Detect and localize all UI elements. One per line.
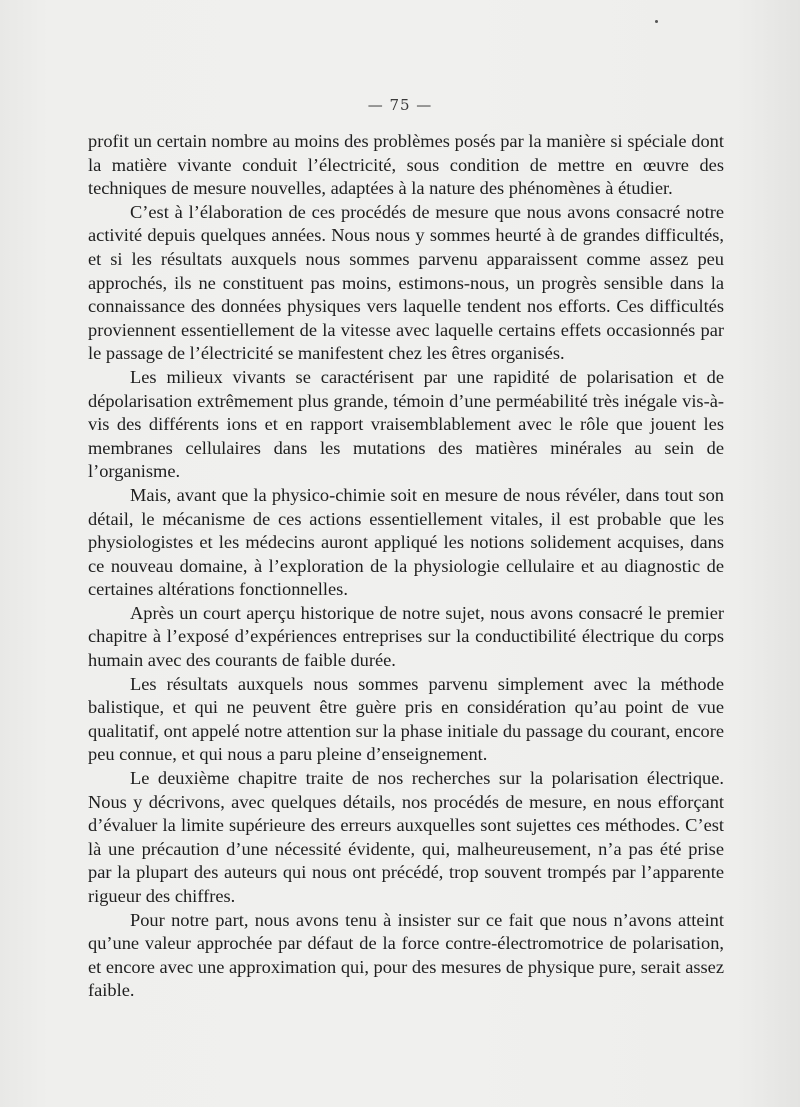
- paragraph: Le deuxième chapitre traite de nos recherches sur la polarisation électrique. Nous y décrivons, avec quelques détails, nos procédés de mesure, en nous efforçant d’évaluer la limite supérieure des erreurs auxquelles sont sujettes ces méthodes. C’est là une précaution d’une nécessité évidente, qui, malheureusement, n’a pas été prise par la plupart des auteurs qui nous ont précédé, trop souvent trompés par l’apparente rigueur des chiffres.: [88, 768, 724, 906]
- paragraph: Pour notre part, nous avons tenu à insister sur ce fait que nous n’avons atteint qu’une valeur approchée par défaut de la force contre-électromotrice de polarisation, et encore avec une approximation qui, pour des mesures de physique pure, serait assez faible.: [88, 909, 724, 1001]
- paragraph: Après un court aperçu historique de notre sujet, nous avons consacré le premier chapitre à l’exposé d’expériences entreprises sur la conductibilité électrique du corps humain avec des courants de faible durée.: [88, 602, 724, 671]
- page-number: — 75 —: [367, 96, 433, 114]
- paragraph: Mais, avant que la physico-chimie soit en mesure de nous révéler, dans tout son détail, le mécanisme de ces actions essentiellement vitales, il est probable que les physiologistes et les médecins auront appliqué les notions solidement acquises, dans ce nouveau domaine, à l’exploration de la physiologie cellulaire et au diagnostic de certaines altérations fonctionnelles.: [88, 484, 724, 600]
- paragraph: profit un certain nombre au moins des problèmes posés par la manière si spéciale dont la matière vivante conduit l’électricité, sous condition de mettre en œuvre des techniques de mesure nouvelles, adaptées à la nature des phénomènes à étudier.: [88, 131, 724, 199]
- paragraph: Les milieux vivants se caractérisent par une rapidité de polarisation et de dépolarisation extrêmement plus grande, témoin d’une perméabilité très inégale vis-à-vis des différents ions et en rapport vraisemblablement avec le rôle que jouent les membranes cellulaires dans les mutations des matières minérales au sein de l’organisme.: [88, 366, 724, 482]
- ink-speck: [655, 20, 658, 23]
- paragraph: Les résultats auxquels nous sommes parvenu simplement avec la méthode balistique, et qui ne peuvent être guère pris en considération qu’au point de vue qualitatif, ont appelé notre attention sur la phase initiale du passage du courant, encore peu connue, et qui nous a paru pleine d’enseignement.: [88, 673, 724, 765]
- paragraph: C’est à l’élaboration de ces procédés de mesure que nous avons consacré notre activité depuis quelques années. Nous nous y sommes heurté à de grandes difficultés, et si les résultats auxquels nous sommes parvenu apparaissent comme assez peu approchés, ils ne constituent pas moins, estimons-nous, un progrès sensible dans la connaissance des données physiques vers laquelle tendent nos efforts. Ces difficultés proviennent essentiellement de la vitesse avec laquelle certains effets occasionnés par le passage de l’électricité se manifestent chez les êtres organisés.: [88, 201, 724, 364]
- body-text: [88, 130, 724, 1003]
